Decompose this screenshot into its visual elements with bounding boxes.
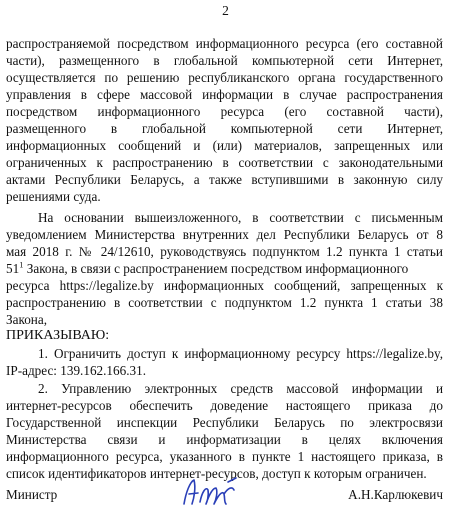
paragraph-line: осуществляется по решению республиканского органа государственного <box>6 70 443 85</box>
paragraph-line <box>6 261 443 277</box>
paragraph-line: ограниченных к распространению в соответствии с законодательными <box>6 155 443 170</box>
paragraph-line: размещенного в глобальной компьютерной сети Интернет, <box>6 121 443 136</box>
paragraph-line: распространяемой посредством информационного ресурса (его составной <box>6 36 443 51</box>
paragraph-line: информационных сообщений и (или) материалов, запрещенных или <box>6 138 443 153</box>
handwritten-signature <box>180 474 240 512</box>
paragraph-line: мая 2018 г. № 24/12610, руководствуясь подпунктом 1.2 пункта 1 статьи <box>6 244 443 259</box>
article-superscript: 1 <box>19 259 24 270</box>
paragraph-line: распространению в соответствии с подпунктом 1.2 пункта 1 статьи 38 <box>6 295 443 310</box>
order-item-line: информационного ресурса, указанного в пункте 1 настоящего приказа, в <box>6 449 443 464</box>
paragraph-line: Закона, <box>6 312 47 327</box>
paragraph-line: На основании вышеизложенного, в соответствии с письменным <box>38 210 443 225</box>
order-item-line: 1. Ограничить доступ к информационному ресурсу https://legalize.by, <box>38 346 443 361</box>
paragraph-line: актами Республики Беларусь, а также вступившими в законную силу <box>6 172 443 187</box>
paragraph-line: управления в сфере массовой информации в случае распространения <box>6 87 443 102</box>
signatory-name: А.Н.Карлюкевич <box>348 487 443 502</box>
order-item-line: IP-адрес: 139.162.166.31. <box>6 363 146 378</box>
paragraph-line: уведомлением Министерства внутренних дел Республики Беларусь от 8 <box>6 227 443 242</box>
order-item-line: список идентификаторов интернет-ресурсов, доступ к которым ограничен. <box>6 466 427 481</box>
order-item-line: Министерства связи и информатизации в целях включения <box>6 432 443 447</box>
paragraph-line: части), размещенного в глобальной компьютерной сети Интернет, <box>6 53 443 68</box>
order-item-line: 2. Управлению электронных средств массовой информации и <box>38 381 443 396</box>
paragraph-line: решениями суда. <box>6 189 101 204</box>
signatory-title: Министр <box>6 487 58 502</box>
page-number: 2 <box>222 3 229 18</box>
order-item-line: интернет-ресурсов обеспечить доведение настоящего приказа до <box>6 398 443 413</box>
article-number: 51 <box>6 261 20 276</box>
paragraph-line-rest: Закона, в связи с распространением посредством информационного <box>23 261 409 276</box>
paragraph-line: посредством информационного ресурса (его составной части), <box>6 104 443 119</box>
order-item-line: Государственной инспекции Республики Беларусь по электросвязи <box>6 415 443 430</box>
order-heading: ПРИКАЗЫВАЮ: <box>6 328 110 343</box>
paragraph-line: ресурса https://legalize.by информационных сообщений, запрещенных к <box>6 278 443 293</box>
